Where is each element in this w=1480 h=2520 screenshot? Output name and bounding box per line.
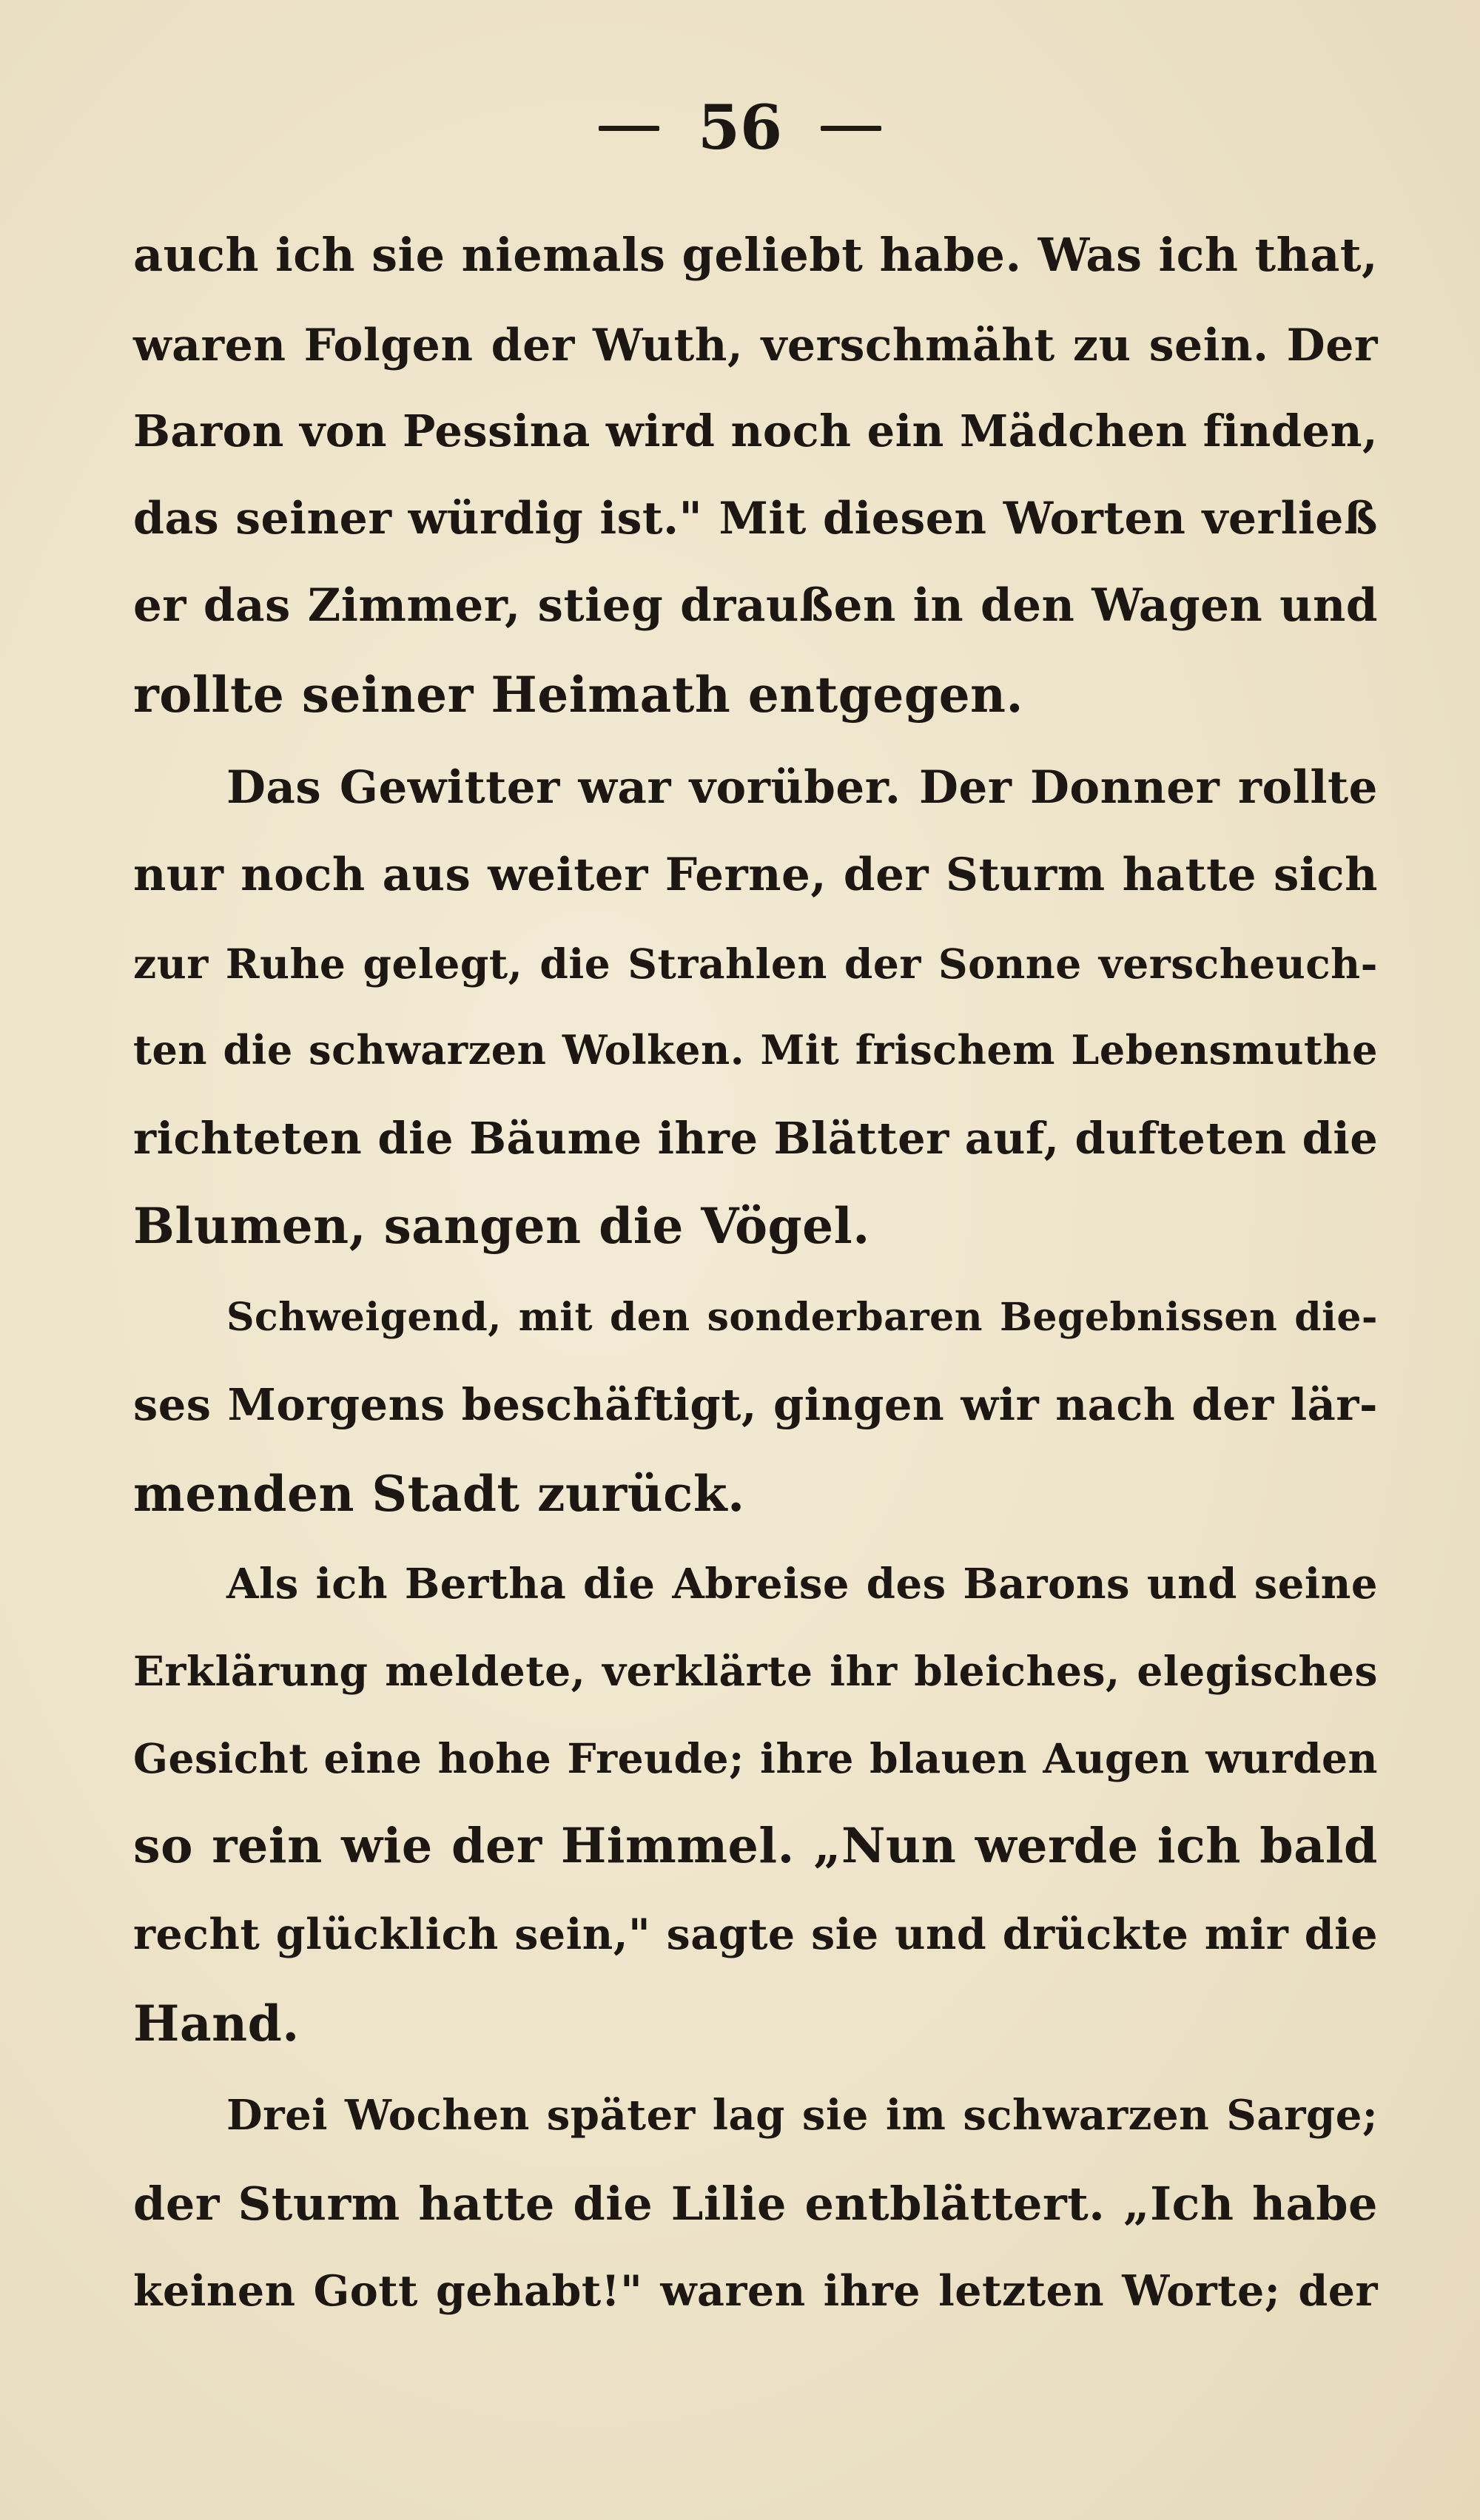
text-line: keinen Gott gehabt!" waren ihre letzten Worte; der	[133, 2266, 1378, 2316]
text-line: Hand.	[133, 1995, 300, 2052]
text-line: der Sturm hatte die Lilie entblättert. „Ich habe	[133, 2177, 1378, 2231]
text-line: das seiner würdig ist." Mit diesen Worten verließ	[133, 493, 1378, 545]
text-line: Blumen, sangen die Vögel.	[133, 1197, 870, 1255]
page-header	[0, 87, 1480, 169]
text-line: so rein wie der Himmel. „Nun werde ich bald	[133, 1818, 1378, 1874]
page-number: 56	[697, 92, 783, 164]
text-line: ten die schwarzen Wolken. Mit frischem Lebensmuthe	[133, 1026, 1378, 1074]
text-line: menden Stadt zurück.	[133, 1465, 745, 1523]
text-line: Gesicht eine hohe Freude; ihre blauen Augen wurden	[133, 1734, 1378, 1782]
text-line: Drei Wochen später lag sie im schwarzen Sarge;	[226, 2091, 1378, 2140]
header-dash-left	[599, 126, 659, 131]
text-line: Als ich Bertha die Abreise des Barons und seine	[226, 1560, 1378, 1608]
text-line: Erklärung meldete, verklärte ihr bleiches, elegisches	[133, 1647, 1378, 1695]
text-line: recht glücklich sein," sagte sie und drückte mir die	[133, 1910, 1378, 1959]
text-line: zur Ruhe gelegt, die Strahlen der Sonne verscheuch-	[133, 940, 1378, 988]
text-line: waren Folgen der Wuth, verschmäht zu sein. Der	[133, 320, 1378, 371]
text-line: auch ich sie niemals geliebt habe. Was ich that,	[133, 228, 1379, 282]
text-line: rollte seiner Heimath entgegen.	[133, 666, 1024, 724]
text-line: ses Morgens beschäftigt, gingen wir nach der lär-	[133, 1379, 1378, 1430]
text-line: Baron von Pessina wird noch ein Mädchen finden,	[133, 405, 1378, 457]
header-dash-right	[821, 126, 881, 131]
text-line: er das Zimmer, stieg draußen in den Wagen und	[133, 579, 1378, 632]
text-line: Das Gewitter war vorüber. Der Donner rollte	[226, 761, 1378, 814]
text-line: richteten die Bäume ihre Blätter auf, dufteten die	[133, 1113, 1379, 1164]
text-line: nur noch aus weiter Ferne, der Sturm hatte sich	[133, 849, 1378, 901]
text-line: Schweigend, mit den sonderbaren Begebnissen die-	[226, 1295, 1378, 1340]
